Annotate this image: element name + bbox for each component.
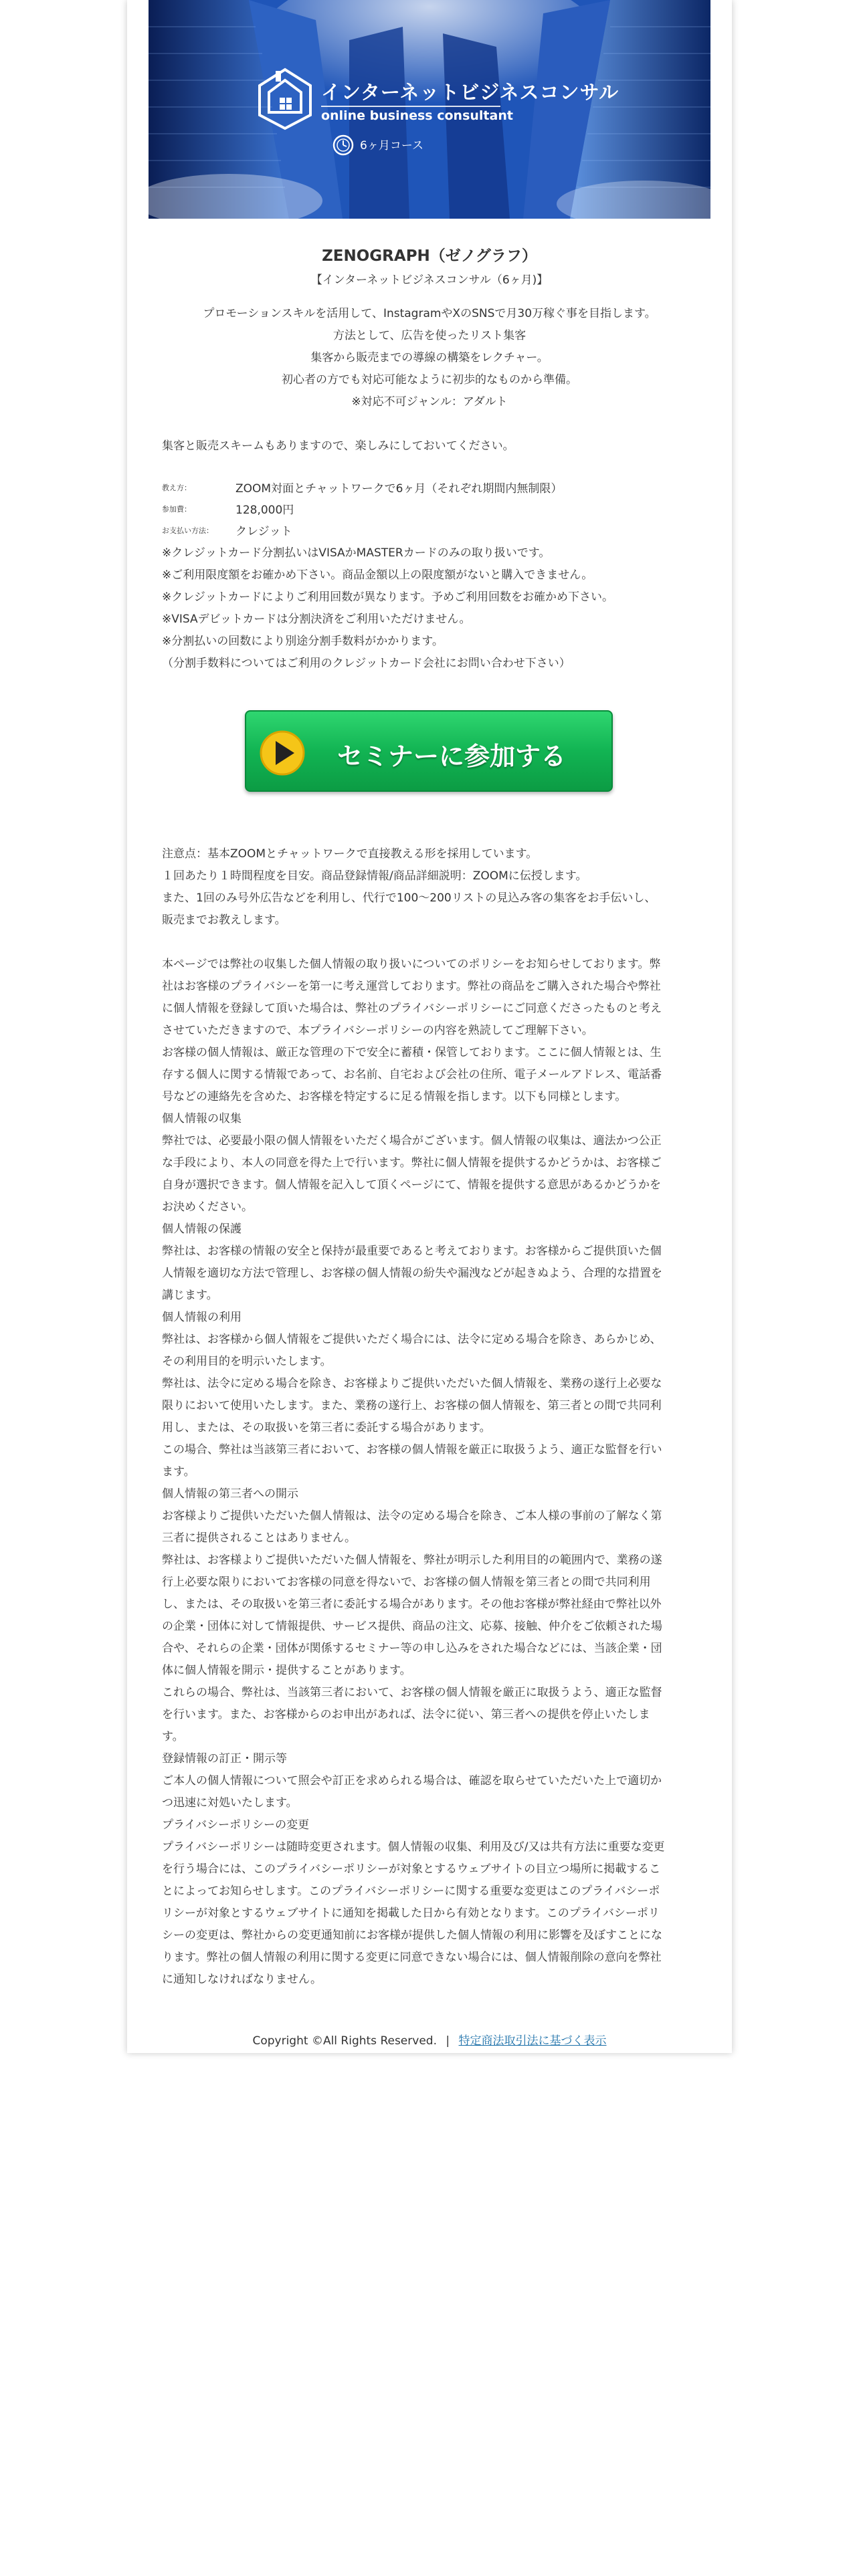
notice-line: 注意点：基本ZOOMとチャットワークで直接教える形を採用しています。 xyxy=(162,847,538,861)
detail-value-fee: 128,000円 xyxy=(235,504,294,517)
privacy-line: ます。 xyxy=(162,1465,195,1479)
privacy-line: 社はお客様のプライバシーを第一に考え運営しております。弊社の商品をご購入された場合や弊社 xyxy=(162,980,661,993)
privacy-line: その利用目的を明示いたします。 xyxy=(162,1355,332,1368)
privacy-line: 号などの連絡先を含めた、お客様を特定するに足る情報を指します。以下も同様とします。 xyxy=(162,1090,627,1103)
privacy-line: 弊社は、法令に定める場合を除き、お客様よりご提供いただいた個人情報を、業務の遂行上必要な xyxy=(162,1377,662,1390)
privacy-line: これらの場合、弊社は、当該第三者において、お客様の個人情報を厳正に取扱うよう、適正な監督 xyxy=(162,1686,662,1699)
privacy-line: 個人情報の利用 xyxy=(162,1311,242,1324)
detail-value-payment: クレジット xyxy=(235,525,292,538)
notice-line: 販売までお教えします。 xyxy=(162,914,286,927)
privacy-line: 三者に提供されることはありません。 xyxy=(162,1531,357,1545)
product-title: ZENOGRAPH（ゼノグラフ） xyxy=(322,247,537,265)
notice-line: １回あたり１時間程度を目安。商品登録情報/商品詳細説明：ZOOMに伝授します。 xyxy=(162,869,587,883)
join-seminar-button[interactable] xyxy=(245,710,613,792)
privacy-line: 人情報を適切な方法で管理し、お客様の個人情報の紛失や漏洩などが起きぬよう、合理的な措置を xyxy=(162,1267,662,1280)
intro-line: 集客から販売までの導線の構築をレクチャー。 xyxy=(310,351,549,364)
privacy-line: プライバシーポリシーの変更 xyxy=(162,1818,310,1832)
privacy-line: 合や、それらの企業・団体が関係するセミナー等の申し込みをされた場合などには、当該企業・団 xyxy=(162,1642,662,1655)
privacy-line: し、または、その取扱いを第三者に委託する場合があります。その他お客様が弊社経由で弊社以外 xyxy=(162,1598,662,1611)
footer xyxy=(127,2031,732,2048)
privacy-line: 個人情報の収集 xyxy=(162,1112,242,1125)
intro-line: ※対応不可ジャンル：アダルト xyxy=(351,395,508,409)
privacy-line: を行います。また、お客様からのお申出があれば、法令に従い、第三者への提供を停止いたしま xyxy=(162,1708,650,1721)
privacy-line: な手段により、本人の同意を得た上で行います。弊社に個人情報を提供するかどうかは、お客様ご xyxy=(162,1156,662,1170)
hero-divider xyxy=(321,106,500,107)
privacy-line: 限りにおいて使用いたします。また、業務の遂行上、お客様の個人情報を、第三者との間で共同利 xyxy=(162,1399,662,1412)
privacy-line: ご本人の個人情報について照会や訂正を求められる場合は、確認を取らせていただいた上で適切か xyxy=(162,1774,662,1788)
privacy-line: 用し、または、その取扱いを第三者に委託する場合があります。 xyxy=(162,1421,491,1434)
detail-value-method: ZOOM対面とチャットワークで6ヶ月（それぞれ期間内無制限） xyxy=(235,482,563,496)
privacy-line: お決めください。 xyxy=(162,1200,253,1214)
privacy-line: の企業・団体に対して情報提供、サービス提供、商品の注文、応募、接触、仲介をご依頼された場 xyxy=(162,1620,662,1633)
privacy-line: させていただきますので、本プライバシーポリシーの内容を熟読してご理解下さい。 xyxy=(162,1024,593,1037)
privacy-line: お客様の個人情報は、厳正な管理の下で安全に蓄積・保管しております。ここに個人情報とは、生 xyxy=(162,1046,662,1059)
copyright-text: Copyright ©All Rights Reserved. xyxy=(252,2034,437,2048)
footer-separator: | xyxy=(446,2034,450,2048)
privacy-line: お客様よりご提供いただいた個人情報は、法令の定める場合を除き、ご本人様の事前の了解なく第 xyxy=(162,1509,662,1523)
privacy-line: つ迅速に対処いたします。 xyxy=(162,1796,298,1810)
hero-title: インターネットビジネスコンサル xyxy=(321,81,619,104)
privacy-line: 体に個人情報を開示・提供することがあります。 xyxy=(162,1664,411,1677)
notice-line: また、1回のみ号外広告などを利用し、代行で100〜200リストの見込み客の集客をお手伝いし、 xyxy=(162,891,656,905)
privacy-line: 弊社は、お客様よりご提供いただいた個人情報を、弊社が明示した利用目的の範囲内で、業務の遂 xyxy=(162,1553,662,1567)
privacy-line: 存する個人に関する情報であって、お名前、自宅および会社の住所、電子メールアドレス、電話番 xyxy=(162,1068,662,1081)
privacy-line: 自身が選択できます。個人情報を記入して頂くページにて、情報を提供する意思があるかどうかを xyxy=(162,1178,661,1192)
product-subtitle: 【インターネットビジネスコンサル（6ヶ月)】 xyxy=(310,274,549,287)
tokusho-link[interactable]: 特定商法取引法に基づく表示 xyxy=(458,2034,607,2048)
house-logo-icon xyxy=(256,66,314,131)
hero-banner xyxy=(149,0,710,219)
privacy-line: 登録情報の訂正・開示等 xyxy=(162,1752,287,1765)
privacy-line: 弊社は、お客様から個人情報をご提供いただく場合には、法令に定める場合を除き、あらかじめ、 xyxy=(162,1333,662,1346)
join-seminar-label: セミナーに参加する xyxy=(337,742,567,771)
payment-note: ※クレジットカードによりご利用回数が異なります。予めご利用回数をお確かめ下さい。 xyxy=(162,591,613,604)
clock-icon xyxy=(332,134,355,156)
page-card xyxy=(127,0,732,2053)
payment-note: ※ご利用限度額をお確かめ下さい。商品金額以上の限度額がないと購入できません。 xyxy=(162,568,593,582)
hero-course-label: 6ヶ月コース xyxy=(360,139,423,152)
detail-label-fee: 参加費： xyxy=(162,505,191,514)
privacy-line: リシーが対象とするウェブサイトに通知を掲載した日から有効となります。このプライバシーポリ xyxy=(162,1907,660,1920)
privacy-line: を行う場合には、このプライバシーポリシーが対象とするウェブサイトの目立つ場所に掲載するこ xyxy=(162,1862,661,1876)
play-icon xyxy=(258,729,306,777)
intro-line: 初心者の方でも対応可能なように初歩的なものから準備。 xyxy=(282,373,577,387)
payment-note: （分割手数料についてはご利用のクレジットカード会社にお問い合わせ下さい） xyxy=(162,657,571,670)
payment-note: ※クレジットカード分割払いはVISAかMASTERカードのみの取り扱いです。 xyxy=(162,546,551,560)
payment-note: ※VISAデビットカードは分割決済をご利用いただけません。 xyxy=(162,613,471,626)
payment-note: ※分割払いの回数により別途分割手数料がかかります。 xyxy=(162,635,444,648)
privacy-line: とによってお知らせします。このプライバシーポリシーに関する重要な変更はこのプライバシーポ xyxy=(162,1885,660,1898)
privacy-line: 個人情報の第三者への開示 xyxy=(162,1487,298,1501)
detail-label-payment: お支払い方法： xyxy=(162,526,213,535)
privacy-line: に通知しなければなりません。 xyxy=(162,1973,322,1986)
hero-subtitle: online business consultant xyxy=(321,108,513,123)
privacy-line: に個人情報を登録して頂いた場合は、弊社のプライバシーポリシーにご同意くださったものと考え xyxy=(162,1002,662,1015)
privacy-line: ります。弊社の個人情報の利用に関する変更に同意できない場合には、個人情報削除の意向を弊社 xyxy=(162,1951,662,1964)
privacy-line: 個人情報の保護 xyxy=(162,1222,242,1236)
privacy-line: この場合、弊社は当該第三者において、お客様の個人情報を厳正に取扱うよう、適正な監督を行い xyxy=(162,1443,662,1457)
privacy-line: 弊社は、お客様の情報の安全と保持が最重要であると考えております。お客様からご提供頂いた個 xyxy=(162,1245,662,1258)
intro-line: プロモーションスキルを活用して、InstagramやXのSNSで月30万稼ぐ事を目指します。 xyxy=(203,307,656,320)
scheme-note: 集客と販売スキームもありますので、楽しみにしておいてください。 xyxy=(162,439,514,453)
privacy-line: シーの変更は、弊社からの変更通知前にお客様が提供した個人情報の利用に影響を及ぼすことにな xyxy=(162,1929,662,1942)
detail-label-method: 教え方： xyxy=(162,484,191,492)
privacy-line: プライバシーポリシーは随時変更されます。個人情報の収集、利用及び/又は共有方法に重要な変更 xyxy=(162,1840,665,1854)
privacy-line: 講じます。 xyxy=(162,1289,218,1302)
privacy-line: す。 xyxy=(162,1730,184,1743)
intro-line: 方法として、広告を使ったリスト集客 xyxy=(332,329,527,342)
privacy-line: 行上必要な限りにおいてお客様の同意を得ないで、お客様の個人情報を第三者との間で共同利用 xyxy=(162,1576,651,1589)
privacy-line: 弊社では、必要最小限の個人情報をいただく場合がございます。個人情報の収集は、適法かつ公正 xyxy=(162,1134,662,1148)
privacy-line: 本ページでは弊社の収集した個人情報の取り扱いについてのポリシーをお知らせしております。弊 xyxy=(162,958,661,971)
